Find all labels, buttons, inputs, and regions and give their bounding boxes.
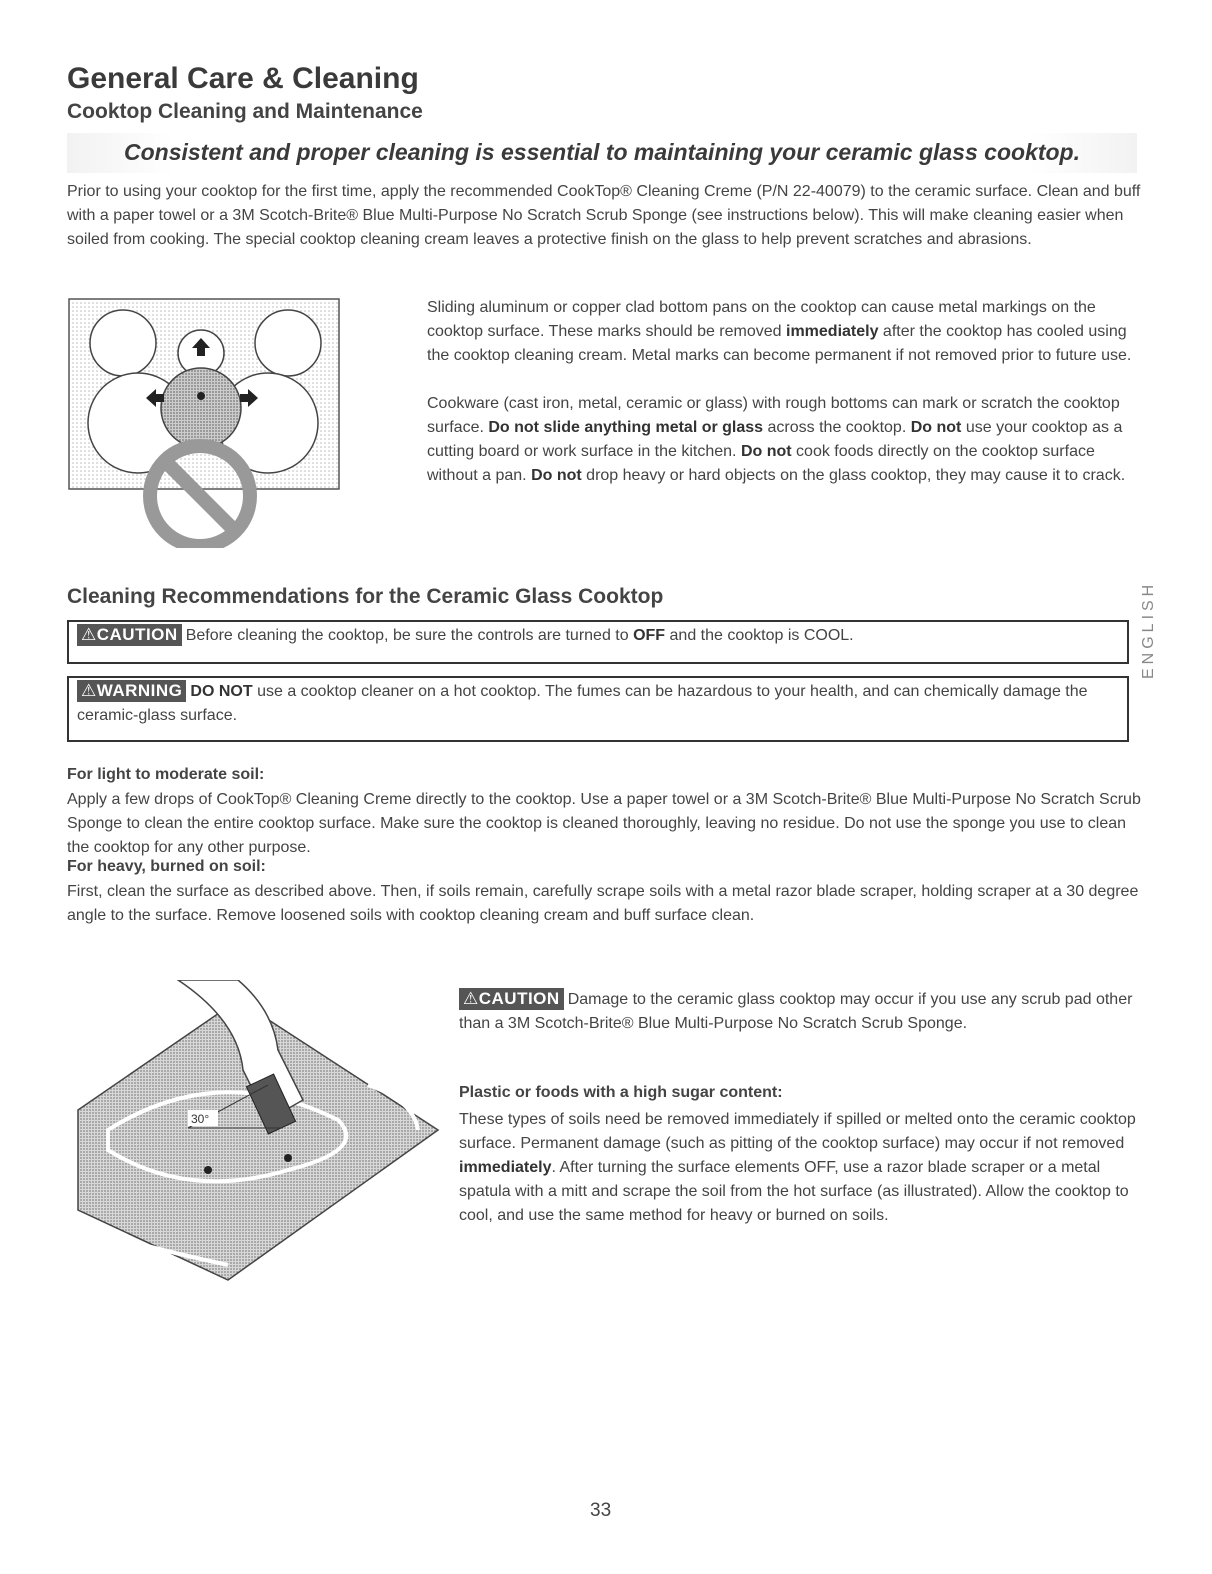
caution-badge: ⚠CAUTION (77, 624, 182, 646)
warning-badge: ⚠WARNING (77, 680, 186, 702)
plastic-sugar-heading: Plastic or foods with a high sugar content: (459, 1084, 783, 1101)
burner-circle (255, 310, 321, 376)
page-title: General Care & Cleaning (67, 62, 419, 95)
angle-label: 30° (191, 1112, 210, 1126)
sliding-pans-illustration (68, 298, 343, 548)
caution-box: ⚠CAUTION Before cleaning the cooktop, be sure the controls are turned to OFF and the cooktop is COOL. (67, 620, 1129, 664)
scraper-illustration (68, 980, 443, 1285)
cookware-paragraph: Cookware (cast iron, metal, ceramic or glass) with rough bottoms can mark or scratch the cooktop surface. Do not slide anything metal or glass across the cooktop. Do not use your cooktop as a cutting board or work surface in the kitchen. Do not cook foods directly on the cooktop surface without a pan. Do not drop heavy or hard objects on the glass cooktop, they may cause it to crack. (427, 395, 1126, 484)
burner-circle (90, 310, 156, 376)
page-number: 33 (590, 1500, 612, 1521)
pan-bottom (161, 368, 241, 448)
caution-badge-2: ⚠CAUTION (459, 988, 564, 1010)
light-soil-heading: For light to moderate soil: (67, 766, 265, 783)
sliding-paragraph: Sliding aluminum or copper clad bottom pans on the cooktop can cause metal markings on the cooktop surface. These marks should be removed immediately after the cooktop has cooled using the cooktop cleaning cream. Metal marks can become permanent if not removed prior to future use. (427, 299, 1132, 364)
caution-scrub-paragraph: ⚠CAUTION Damage to the ceramic glass cooktop may occur if you use any scrub pad other than a 3M Scotch-Brite® Blue Multi-Purpose No Scratch Scrub Sponge. (459, 989, 1133, 1032)
warning-box: ⚠WARNING DO NOT use a cooktop cleaner on a hot cooktop. The fumes can be hazardous to your health, and can chemically damage the ceramic-glass surface. (67, 676, 1129, 742)
plastic-sugar-text: These types of soils need be removed immediately if spilled or melted onto the ceramic cooktop surface. Permanent damage (such as pitting of the cooktop surface) may occur if not removed immediately. After turning the surface elements OFF, use a razor blade scraper or a metal spatula with a mitt and scrape the soil from the hot surface (as illustrated). Allow the cooktop to cool, and use the same method for heavy or burned on soils. (459, 1111, 1136, 1224)
recommendations-heading: Cleaning Recommendations for the Ceramic Glass Cooktop (67, 585, 664, 608)
intro-paragraph: Prior to using your cooktop for the first time, apply the recommended CookTop® Cleaning Creme (P/N 22-40079) to the ceramic surface. Clean and buff with a paper towel or a 3M Scotch-Brite® Blue Multi-Purpose No Scratch Scrub Sponge (see instructions below). This will make cleaning easier when soiled from cooking. The special cooktop cleaning cream leaves a protective finish on the glass to help prevent scratches and abrasions. (67, 183, 1141, 248)
section-subtitle: Cooktop Cleaning and Maintenance (67, 100, 423, 123)
language-side-tab: ENGLISH (1140, 580, 1157, 680)
heavy-soil-text: First, clean the surface as described above. Then, if soils remain, carefully scrape soils with a metal razor blade scraper, holding scraper at a 30 degree angle to the surface. Remove loosened soils with cooktop cleaning cream and buff surface clean. (67, 883, 1139, 924)
light-soil-text: Apply a few drops of CookTop® Cleaning Creme directly to the cooktop. Use a paper towel or a 3M Scotch-Brite® Blue Multi-Purpose No Scratch Scrub Sponge to clean the entire cooktop surface. Make sure the cooktop is cleaned thoroughly, leaving no residue. Do not use the sponge you use to clean the cooktop for any other purpose. (67, 791, 1141, 856)
heavy-soil-heading: For heavy, burned on soil: (67, 858, 266, 875)
emphasis-banner: Consistent and proper cleaning is essential to maintaining your ceramic glass cooktop. (67, 133, 1137, 173)
